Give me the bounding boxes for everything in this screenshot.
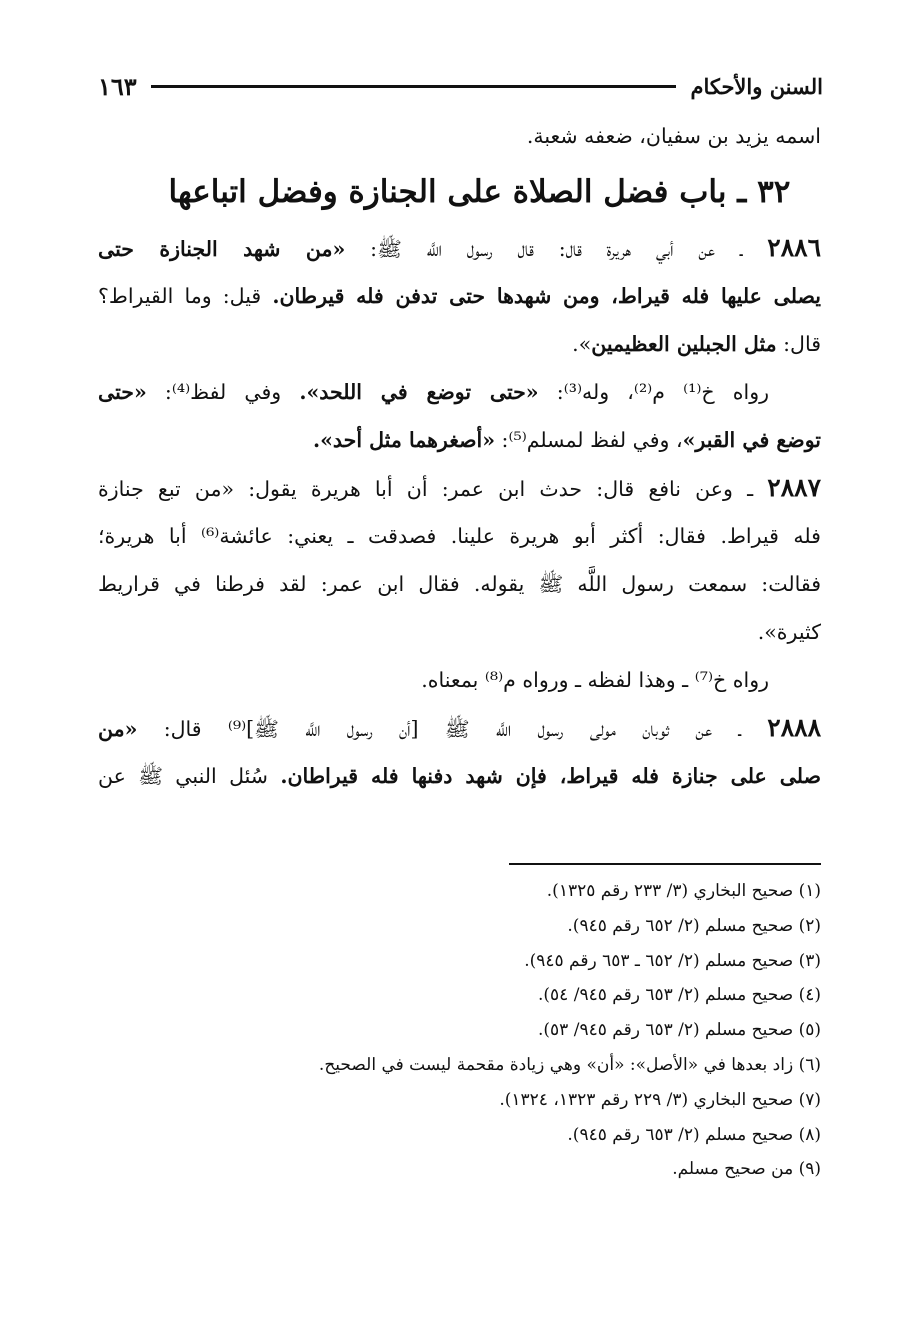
footnote-separator <box>509 863 821 865</box>
hadith-2887-line-3: فقالت: سمعت رسول اللَّه ﷺ يقوله. فقال ابن عمر: لقد فرطنا في قراريط <box>98 572 821 596</box>
footnote-6: (٦) زاد بعدها في «الأصل»: «أن» وهي زيادة مقحمة ليست في الصحيح. <box>318 1054 821 1075</box>
footnote-3: (٣) صحيح مسلم (٢/ ٦٥٢ ـ ٦٥٣ رقم ٩٤٥). <box>524 950 821 971</box>
footnote-7: (٧) صحيح البخاري (٣/ ٢٢٩ رقم ١٣٢٣، ١٣٢٤). <box>499 1089 821 1110</box>
text-run: وفي لفظ⁽⁴⁾: <box>146 380 300 404</box>
quoted-text: «حتى <box>98 380 147 404</box>
hadith-2887-line-1 <box>98 464 821 512</box>
quoted-text: صلى على جنازة فله قيراط، فإن شهد دفنها فله قيراطان. <box>280 764 821 788</box>
hadith-2888-line-1 <box>98 704 821 752</box>
text-run: ، وفي لفظ لمسلم⁽⁵⁾: <box>495 428 683 452</box>
page-number: ١٦٣ <box>98 71 137 101</box>
text-run: قيل: وما القيراط؟ <box>98 284 273 308</box>
hadith-2886-line-1 <box>98 224 821 272</box>
text-run: ـ عن أبي هريرة قال: قال رسول اللَّه ﷺ: <box>345 237 768 261</box>
hadith-2886-line-3 <box>98 320 821 368</box>
chapter-heading: ٣٢ ـ باب فضل الصلاة على الجنازة وفضل اتباعها <box>168 174 791 210</box>
footnote-2: (٢) صحيح مسلم (٢/ ٦٥٢ رقم ٩٤٥). <box>567 915 821 936</box>
text-run: رواه خ⁽¹⁾ م⁽²⁾، وله⁽³⁾: <box>538 380 769 404</box>
hadith-2886-line-2 <box>98 272 821 320</box>
hadith-2888-line-2 <box>98 752 821 800</box>
text-run: ـ عن ثوبان مولى رسول اللَّه ﷺ [أن رسول اللَّه ﷺ]⁽⁹⁾ قال: <box>137 717 768 741</box>
hadith-2886-riwaya-1 <box>98 368 821 416</box>
quoted-text: «من <box>98 717 138 741</box>
footnote-1: (١) صحيح البخاري (٣/ ٢٣٣ رقم ١٣٢٥). <box>546 881 821 901</box>
quoted-text: «حتى توضع في اللحد». <box>299 380 539 404</box>
text-run: قال: <box>776 332 821 356</box>
quoted-text: مثل الجبلين العظيمين <box>591 332 777 356</box>
hadith-number: ٢٨٨٧ <box>767 473 821 502</box>
header-rule <box>151 85 677 88</box>
footnote-5: (٥) صحيح مسلم (٢/ ٦٥٣ رقم ٩٤٥/ ٥٣). <box>538 1020 821 1041</box>
quoted-text: «من شهد الجنازة حتى <box>98 237 346 261</box>
footnote-4: (٤) صحيح مسلم (٢/ ٦٥٣ رقم ٩٤٥/ ٥٤). <box>538 985 821 1006</box>
running-title: السنن والأحكام <box>690 73 823 99</box>
hadith-2887-riwaya: رواه خ⁽⁷⁾ ـ وهذا لفظه ـ ورواه م⁽⁸⁾ بمعناه. <box>421 668 769 692</box>
hadith-number: ٢٨٨٨ <box>767 713 821 742</box>
hadith-2887-line-2: فله قيراط. فقال: أكثر أبو هريرة علينا. فصدقت ـ يعني: عائشة⁽⁶⁾ أبا هريرة؛ <box>98 524 821 548</box>
footnotes <box>98 874 821 1187</box>
hadith-2886-riwaya-2 <box>98 416 821 464</box>
page-header <box>98 66 823 106</box>
quoted-text: «أصغرهما مثل أحد». <box>312 428 496 452</box>
text-run: ». <box>572 332 592 356</box>
text-run: ـ وعن نافع قال: حدث ابن عمر: أن أبا هريرة يقول: «من تبع جنازة <box>98 477 768 501</box>
hadith-2887-line-4: كثيرة». <box>757 620 821 644</box>
text-run: سُئل النبي ﷺ عن <box>98 764 281 788</box>
quoted-text: توضع في القبر» <box>682 428 821 452</box>
quoted-text: يصلى عليها فله قيراط، ومن شهدها حتى تدفن فله قيرطان. <box>272 284 821 308</box>
main-text <box>98 112 821 800</box>
footnote-9: (٩) من صحيح مسلم. <box>672 1159 821 1180</box>
hadith-number: ٢٨٨٦ <box>767 233 821 262</box>
intro-line: اسمه يزيد بن سفيان، ضعفه شعبة. <box>526 124 821 148</box>
footnote-8: (٨) صحيح مسلم (٢/ ٦٥٣ رقم ٩٤٥). <box>567 1124 821 1145</box>
